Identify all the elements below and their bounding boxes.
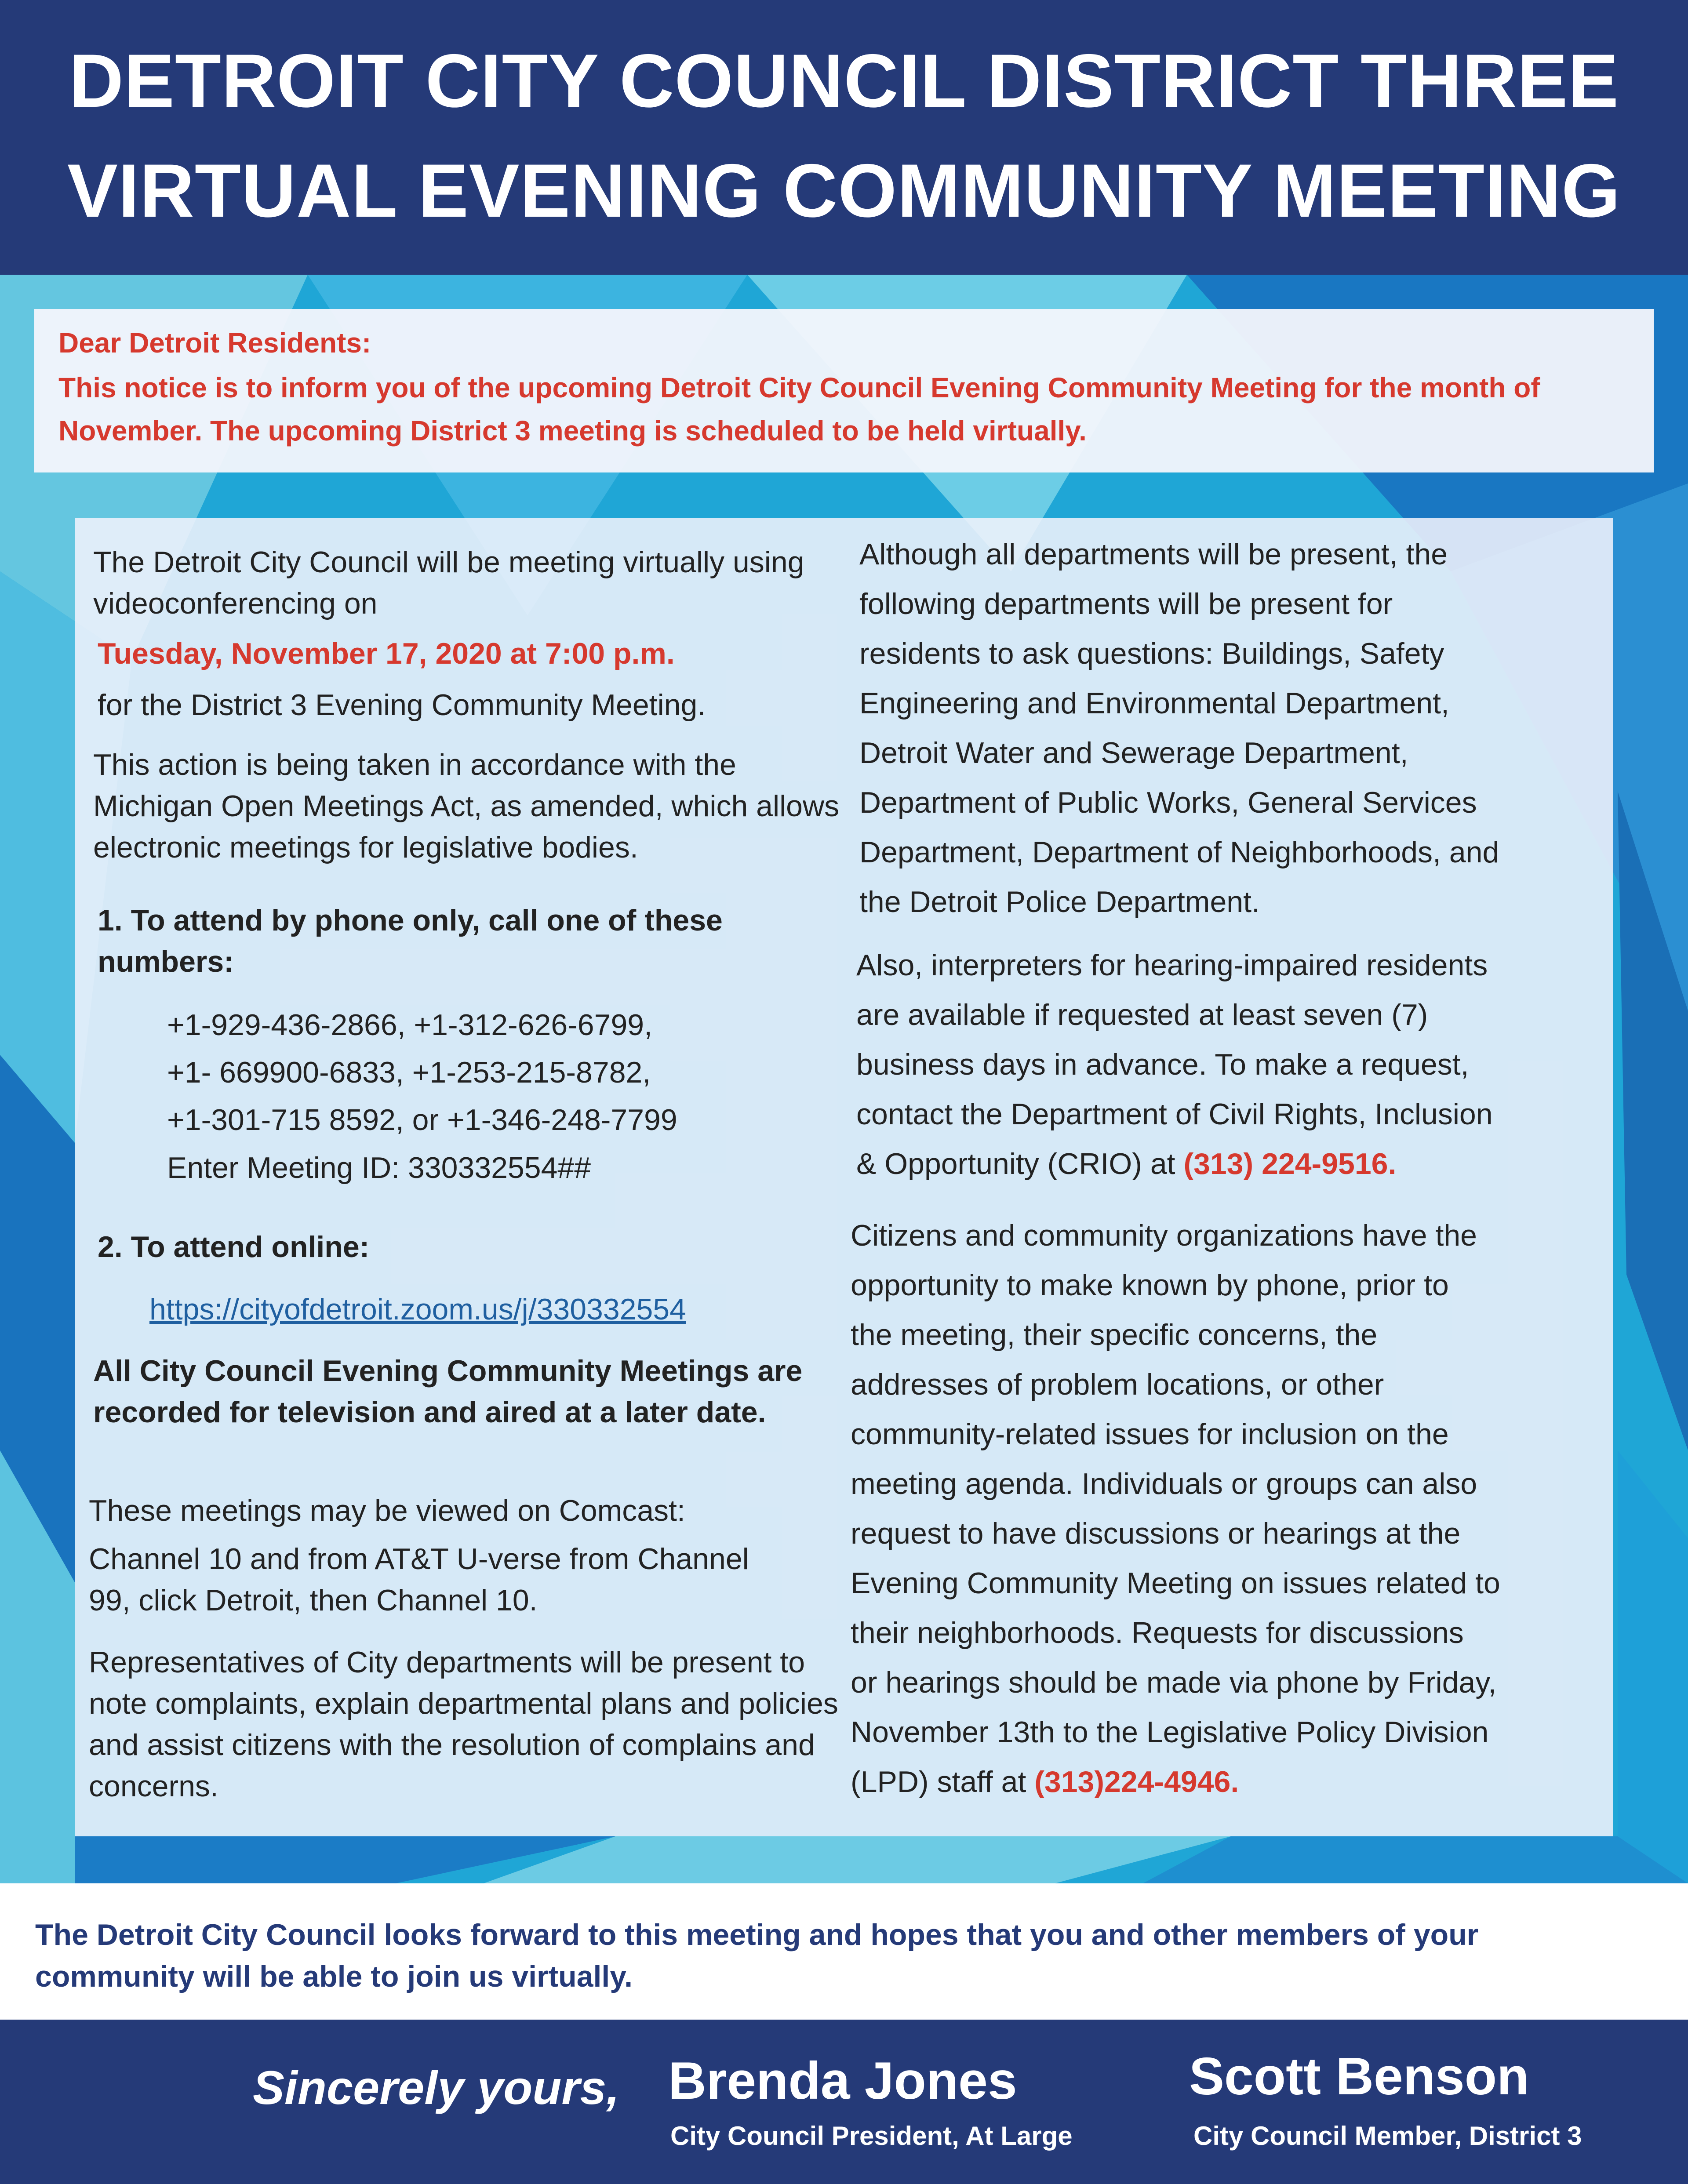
comcast-text: These meetings may be viewed on Comcast: bbox=[89, 1494, 685, 1527]
zoom-meeting-link[interactable]: https://cityofdetroit.zoom.us/j/330332554 bbox=[149, 1293, 686, 1326]
citizens-line: addresses of problem locations, or other bbox=[851, 1368, 1384, 1401]
citizens-line: their neighborhoods. Requests for discussions bbox=[851, 1616, 1464, 1650]
citizens-paragraph bbox=[851, 1211, 1607, 1807]
closing-band bbox=[0, 1883, 1688, 2020]
interpreters-paragraph bbox=[856, 941, 1604, 1189]
departments-line: Department of Public Works, General Services bbox=[859, 786, 1477, 819]
interpreters-line: are available if requested at least seven (7) bbox=[856, 998, 1428, 1032]
signer2-role: City Council Member, District 3 bbox=[1193, 2121, 1582, 2151]
interpreters-line bbox=[856, 1139, 1604, 1189]
departments-line: Engineering and Environmental Department, bbox=[859, 687, 1449, 720]
phone-number-line: +1-929-436-2866, +1-312-626-6799, bbox=[167, 1008, 652, 1042]
notice-box bbox=[34, 309, 1654, 472]
signer1-role: City Council President, At Large bbox=[670, 2121, 1073, 2151]
header-banner bbox=[0, 0, 1688, 275]
channels-text: Channel 10 and from AT&T U-verse from Channel 99, click Detroit, then Channel 10. bbox=[89, 1542, 749, 1617]
interpreters-last-text: & Opportunity (CRIO) at bbox=[856, 1147, 1184, 1181]
meeting-id: Enter Meeting ID: 330332554## bbox=[167, 1151, 591, 1185]
notice-greeting: Dear Detroit Residents: bbox=[58, 327, 371, 359]
notice-body: This notice is to inform you of the upcoming Detroit City Council Evening Community Meeting for the month of November. The upcoming District 3 meeting is scheduled to be held virtually. bbox=[58, 372, 1540, 447]
closing-text: The Detroit City Council looks forward to this meeting and hopes that you and other members of your community will be able to join us virtually. bbox=[35, 1918, 1479, 1993]
recorded-notice: All City Council Evening Community Meetings are recorded for television and aired at a later date. bbox=[93, 1354, 803, 1429]
title-line-2: VIRTUAL EVENING COMMUNITY MEETING bbox=[67, 149, 1621, 233]
citizens-line: Citizens and community organizations have the bbox=[851, 1219, 1477, 1252]
departments-line: residents to ask questions: Buildings, Safety bbox=[859, 637, 1444, 670]
phone-number-line: +1- 669900-6833, +1-253-215-8782, bbox=[167, 1056, 651, 1089]
phone-number-line: +1-301-715 8592, or +1-346-248-7799 bbox=[167, 1103, 677, 1137]
departments-line: Although all departments will be present, the bbox=[859, 538, 1448, 571]
citizens-last-text: (LPD) staff at bbox=[851, 1765, 1035, 1799]
signer1-name: Brenda Jones bbox=[668, 2051, 1017, 2110]
signer2-name: Scott Benson bbox=[1189, 2047, 1529, 2106]
sincerely-text: Sincerely yours, bbox=[253, 2061, 620, 2114]
departments-paragraph bbox=[859, 530, 1607, 927]
citizens-line: November 13th to the Legislative Policy Division bbox=[851, 1715, 1489, 1749]
citizens-line: or hearings should be made via phone by Friday, bbox=[851, 1666, 1497, 1699]
title-line-1: DETROIT CITY COUNCIL DISTRICT THREE bbox=[69, 39, 1619, 123]
departments-line: the Detroit Police Department. bbox=[859, 885, 1260, 919]
intro-text: The Detroit City Council will be meeting virtually using videoconferencing on bbox=[93, 545, 804, 620]
interpreters-line: business days in advance. To make a request, bbox=[856, 1048, 1469, 1081]
departments-line: Department, Department of Neighborhoods, and bbox=[859, 836, 1499, 869]
departments-line: Detroit Water and Sewerage Department, bbox=[859, 736, 1408, 770]
meeting-purpose: for the District 3 Evening Community Meeting. bbox=[98, 688, 706, 722]
representatives-text: Representatives of City departments will be present to note complaints, explain departmental plans and policies and assist citizens with the resolution of complains and concerns. bbox=[89, 1646, 838, 1803]
phone-heading: 1. To attend by phone only, call one of these numbers: bbox=[98, 904, 723, 978]
departments-line: following departments will be present for bbox=[859, 587, 1393, 621]
lpd-phone[interactable]: (313)224-4946. bbox=[1034, 1765, 1239, 1799]
citizens-line: meeting agenda. Individuals or groups can also bbox=[851, 1467, 1477, 1501]
meeting-date: Tuesday, November 17, 2020 at 7:00 p.m. bbox=[98, 637, 675, 670]
citizens-line: request to have discussions or hearings at the bbox=[851, 1517, 1461, 1550]
open-meetings-act-text: This action is being taken in accordance with the Michigan Open Meetings Act, as amended, which allows electronic meetings for legislative bodies. bbox=[93, 748, 840, 864]
citizens-line: Evening Community Meeting on issues related to bbox=[851, 1566, 1500, 1600]
citizens-line: the meeting, their specific concerns, the bbox=[851, 1318, 1378, 1352]
citizens-line: opportunity to make known by phone, prior to bbox=[851, 1268, 1449, 1302]
signature-footer bbox=[0, 2020, 1688, 2184]
online-heading: 2. To attend online: bbox=[98, 1230, 370, 1264]
citizens-line: community-related issues for inclusion on the bbox=[851, 1417, 1449, 1451]
interpreters-line: contact the Department of Civil Rights, Inclusion bbox=[856, 1097, 1493, 1131]
interpreters-line: Also, interpreters for hearing-impaired residents bbox=[856, 948, 1488, 982]
citizens-line bbox=[851, 1757, 1607, 1807]
crio-phone[interactable]: (313) 224-9516. bbox=[1183, 1147, 1397, 1181]
